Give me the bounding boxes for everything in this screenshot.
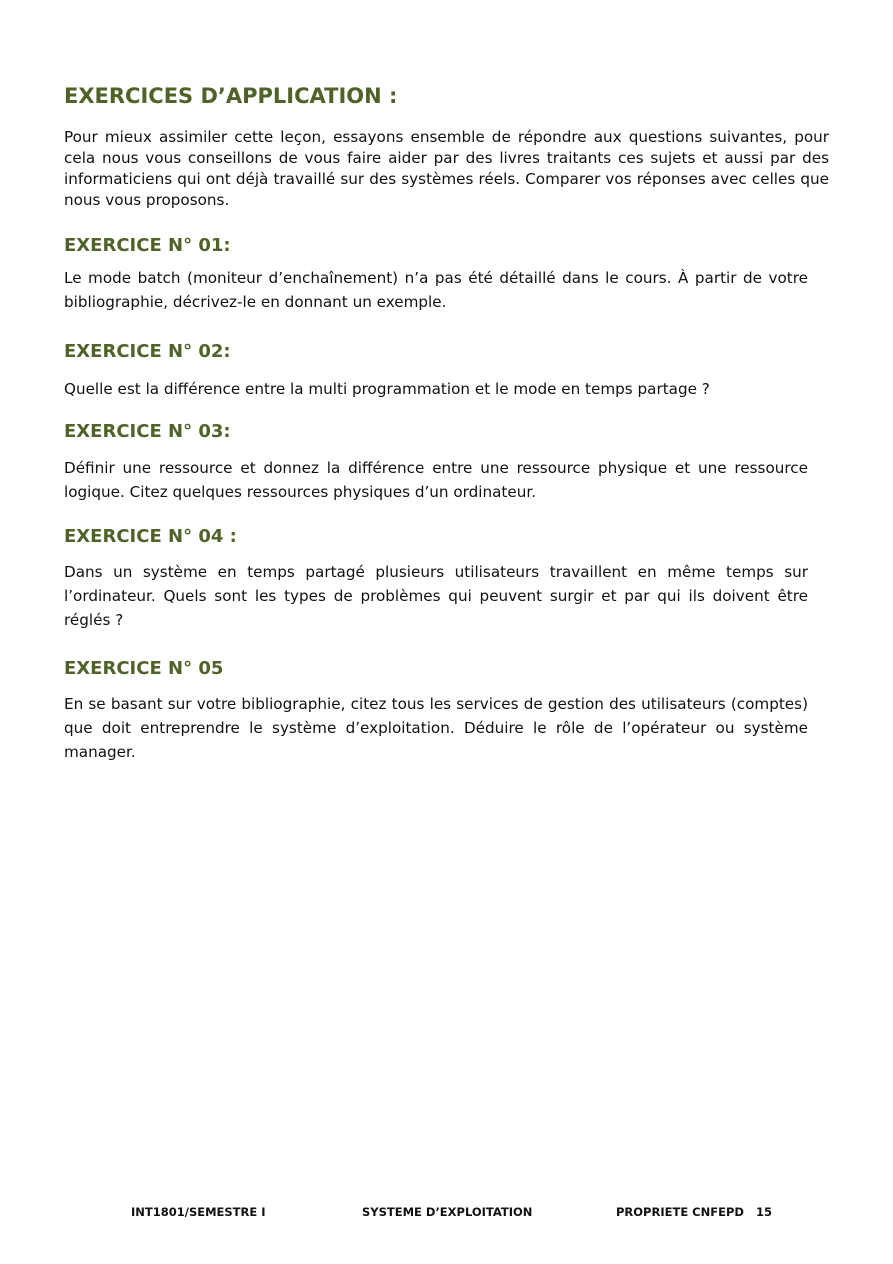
intro-paragraph: Pour mieux assimiler cette leçon, essayons ensemble de répondre aux questions suivantes, pour cela nous vous conseillons de vous faire aider par des livres traitants ces sujets et aussi par des informaticiens qui ont déjà travaillé sur des systèmes réels. Comparer vos réponses avec celles que nous vous proposons.: [64, 128, 829, 209]
exercise-5-heading: EXERCICE N° 05: [64, 658, 224, 679]
page-footer: [0, 1205, 893, 1225]
footer-course-code: INT1801/SEMESTRE I: [131, 1205, 266, 1219]
footer-course-name: SYSTEME D’EXPLOITATION: [362, 1205, 533, 1219]
exercise-3-text: Définir une ressource et donnez la différence entre une ressource physique et une ressource logique. Citez quelques ressources physiques d’un ordinateur.: [64, 459, 808, 501]
exercise-4-heading: EXERCICE N° 04 :: [64, 526, 237, 547]
footer-owner: PROPRIETE CNFEPD: [616, 1205, 744, 1219]
exercise-1-heading: EXERCICE N° 01:: [64, 235, 231, 256]
exercise-5-text: En se basant sur votre bibliographie, citez tous les services de gestion des utilisateurs (comptes) que doit entreprendre le système d’exploitation. Déduire le rôle de l’opérateur ou système manager.: [64, 695, 808, 761]
page-title: EXERCICES D’APPLICATION :: [64, 84, 398, 108]
exercise-1-text: Le mode batch (moniteur d’enchaînement) n’a pas été détaillé dans le cours. À partir de votre bibliographie, décrivez-le en donnant un exemple.: [64, 269, 808, 311]
exercise-2-heading: EXERCICE N° 02:: [64, 341, 231, 362]
exercise-4-text: Dans un système en temps partagé plusieurs utilisateurs travaillent en même temps sur l’ordinateur. Quels sont les types de problèmes qui peuvent surgir et par qui ils doivent être réglés ?: [64, 563, 808, 629]
exercise-2-text: Quelle est la différence entre la multi programmation et le mode en temps partage ?: [64, 380, 710, 398]
footer-page-number: 15: [756, 1205, 773, 1219]
exercise-3-heading: EXERCICE N° 03:: [64, 421, 231, 442]
